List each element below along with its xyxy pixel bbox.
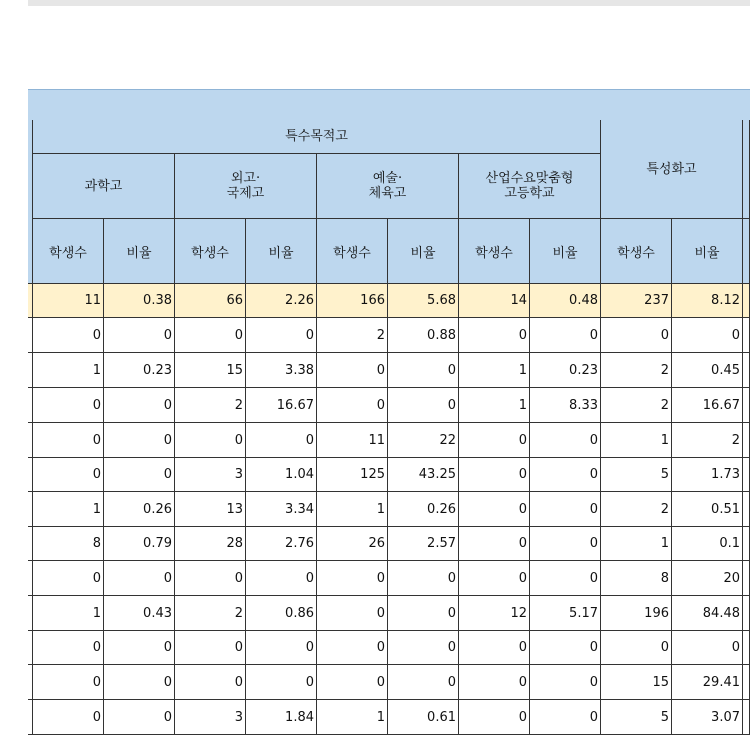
table-cell: 2: [601, 353, 672, 388]
table-cell: 66: [175, 284, 246, 318]
table-cell: 0: [175, 318, 246, 353]
table-cell: 0: [246, 665, 317, 700]
table-cell: 0: [388, 353, 459, 388]
table-cell: 1: [33, 492, 104, 527]
table-cell: 0: [175, 561, 246, 596]
table-cell: 2: [175, 596, 246, 631]
table-cell: 3.07: [672, 700, 743, 735]
table-cell: 0: [459, 700, 530, 735]
col-header-ratio: 비율: [530, 219, 601, 284]
table-cell: 2.26: [246, 284, 317, 318]
table-cell: 5.17: [530, 596, 601, 631]
table-cell: 0: [530, 527, 601, 561]
table-cell: 16.67: [672, 388, 743, 423]
table-cell: 26: [317, 527, 388, 561]
table-cell: 0: [672, 631, 743, 665]
table-cell: 12: [459, 596, 530, 631]
table-cell: 0: [246, 318, 317, 353]
table-cell: 0: [459, 631, 530, 665]
table-cell: 0: [104, 423, 175, 458]
table-cell: 2: [601, 492, 672, 527]
table-cell: 0: [530, 561, 601, 596]
group-header-next: [743, 120, 750, 219]
group-header-special-purpose: 특수목적고: [33, 120, 601, 154]
table-cell: 8.12: [672, 284, 743, 318]
table-cell: 0: [104, 631, 175, 665]
table-cell: 2.57: [388, 527, 459, 561]
table-cell: 1: [459, 388, 530, 423]
row-edge-cell-right: [743, 492, 750, 527]
table-cell: 8: [601, 561, 672, 596]
table-cell: 2: [175, 388, 246, 423]
table-cell: 16.67: [246, 388, 317, 423]
table-cell: 1: [601, 527, 672, 561]
col-header-ratio: 비율: [104, 219, 175, 284]
table-cell: 0: [601, 631, 672, 665]
table-cell: 15: [175, 353, 246, 388]
table-cell: 84.48: [672, 596, 743, 631]
table-cell: 0: [104, 561, 175, 596]
table-cell: 0: [530, 458, 601, 492]
table-cell: 196: [601, 596, 672, 631]
col-header-students: 학생수: [175, 219, 246, 284]
table-cell: 5: [601, 458, 672, 492]
table-cell: 237: [601, 284, 672, 318]
table-cell: 0: [459, 458, 530, 492]
table-cell: 0.43: [104, 596, 175, 631]
table-cell: 0: [104, 318, 175, 353]
table-cell: 5: [601, 700, 672, 735]
row-edge-cell-right: [743, 665, 750, 700]
table-cell: 0.26: [104, 492, 175, 527]
table-cell: 3: [175, 458, 246, 492]
table-cell: 0: [104, 388, 175, 423]
table-cell: 2.76: [246, 527, 317, 561]
table-cell: 29.41: [672, 665, 743, 700]
col-header-students: 학생수: [459, 219, 530, 284]
row-edge-cell-right: [743, 284, 750, 318]
table-cell: 0: [317, 631, 388, 665]
table-cell: 0: [33, 423, 104, 458]
col-header-students: 학생수: [33, 219, 104, 284]
table-cell: 11: [33, 284, 104, 318]
table-cell: 0: [672, 318, 743, 353]
school-type-header: 외고· 국제고: [175, 154, 317, 219]
row-edge-cell-right: [743, 596, 750, 631]
table-cell: 125: [317, 458, 388, 492]
table-cell: 0: [175, 665, 246, 700]
table-cell: 1.04: [246, 458, 317, 492]
row-edge-cell-right: [743, 388, 750, 423]
row-edge-cell-right: [743, 353, 750, 388]
row-edge-cell-right: [743, 631, 750, 665]
school-type-header: 과학고: [33, 154, 175, 219]
table-cell: 1: [459, 353, 530, 388]
table-cell: 0: [104, 665, 175, 700]
table-cell: 0: [530, 492, 601, 527]
table-cell: 1: [317, 700, 388, 735]
table-cell: 0.23: [104, 353, 175, 388]
table-cell: 0: [33, 318, 104, 353]
table-cell: 2: [317, 318, 388, 353]
col-header-ratio: 비율: [672, 219, 743, 284]
table-cell: 0: [459, 423, 530, 458]
row-edge-cell-right: [743, 527, 750, 561]
table-cell: 0: [459, 318, 530, 353]
group-header-specialized: 특성화고: [601, 120, 743, 219]
table-cell: 0: [459, 561, 530, 596]
table-cell: 5.68: [388, 284, 459, 318]
table-cell: 0: [317, 353, 388, 388]
table-cell: 0: [459, 492, 530, 527]
table-cell: 0: [530, 318, 601, 353]
table-cell: 2: [672, 423, 743, 458]
table-cell: 0: [530, 631, 601, 665]
left-edge-header: [28, 120, 33, 284]
table-cell: 43.25: [388, 458, 459, 492]
table-cell: 0: [317, 561, 388, 596]
table-cell: 0: [530, 700, 601, 735]
table-cell: 0: [33, 665, 104, 700]
row-edge-cell-right: [743, 700, 750, 735]
table-cell: 1.73: [672, 458, 743, 492]
table-cell: 15: [601, 665, 672, 700]
table-title-band: [28, 89, 750, 121]
table-cell: 8: [33, 527, 104, 561]
col-header-ratio: 비율: [246, 219, 317, 284]
row-edge-cell-right: [743, 318, 750, 353]
col-header-students: 학생수: [317, 219, 388, 284]
table-cell: 0: [459, 665, 530, 700]
table-cell: 0: [104, 458, 175, 492]
row-edge-cell-right: [743, 423, 750, 458]
table-cell: 0: [601, 318, 672, 353]
table-cell: 14: [459, 284, 530, 318]
table-cell: 3.38: [246, 353, 317, 388]
table-cell: 0.48: [530, 284, 601, 318]
table-cell: 0: [33, 388, 104, 423]
table-cell: 0.88: [388, 318, 459, 353]
top-scroll-bar: [28, 0, 750, 6]
row-edge-cell-right: [743, 458, 750, 492]
table-cell: 3.34: [246, 492, 317, 527]
table-cell: 1: [33, 353, 104, 388]
table-cell: 20: [672, 561, 743, 596]
table-cell: 2: [601, 388, 672, 423]
table-cell: 0: [317, 665, 388, 700]
table-cell: 0: [33, 700, 104, 735]
school-type-header: 예술· 체육고: [317, 154, 459, 219]
table-cell: 0: [104, 700, 175, 735]
table-cell: 166: [317, 284, 388, 318]
table-cell: 0: [530, 423, 601, 458]
table-cell: 13: [175, 492, 246, 527]
table-cell: 3: [175, 700, 246, 735]
table-cell: 1: [317, 492, 388, 527]
table-cell: 0: [33, 561, 104, 596]
table-cell: 0: [33, 458, 104, 492]
table-cell: 1.84: [246, 700, 317, 735]
table-cell: 0: [530, 665, 601, 700]
table-cell: 1: [33, 596, 104, 631]
table-cell: 0: [317, 388, 388, 423]
table-cell: 0.86: [246, 596, 317, 631]
table-cell: 0.1: [672, 527, 743, 561]
table-cell: 0.51: [672, 492, 743, 527]
table-cell: 11: [317, 423, 388, 458]
table-cell: 0: [388, 596, 459, 631]
table-cell: 0: [175, 631, 246, 665]
table-cell: 8.33: [530, 388, 601, 423]
table-cell: 0: [459, 527, 530, 561]
table-cell: 0.23: [530, 353, 601, 388]
col-header-students: 학생수: [601, 219, 672, 284]
table-cell: 0: [246, 631, 317, 665]
row-edge-cell-right: [743, 561, 750, 596]
table-cell: 0: [388, 631, 459, 665]
table-cell: 0: [246, 423, 317, 458]
table-cell: 0: [175, 423, 246, 458]
school-type-header: 산업수요맞춤형 고등학교: [459, 154, 601, 219]
table-cell: 0: [388, 561, 459, 596]
table-cell: 22: [388, 423, 459, 458]
table-cell: 0: [317, 596, 388, 631]
table-cell: 0: [388, 665, 459, 700]
table-cell: 1: [601, 423, 672, 458]
table-cell: 0.26: [388, 492, 459, 527]
table-cell: 0: [388, 388, 459, 423]
table-cell: 0.38: [104, 284, 175, 318]
table-cell: 28: [175, 527, 246, 561]
table-cell: 0.61: [388, 700, 459, 735]
table-cell: 0: [246, 561, 317, 596]
col-header-ratio: 비율: [388, 219, 459, 284]
table-cell: 0.79: [104, 527, 175, 561]
table-cell: 0: [33, 631, 104, 665]
col-header-next: [743, 219, 750, 284]
table-cell: 0.45: [672, 353, 743, 388]
